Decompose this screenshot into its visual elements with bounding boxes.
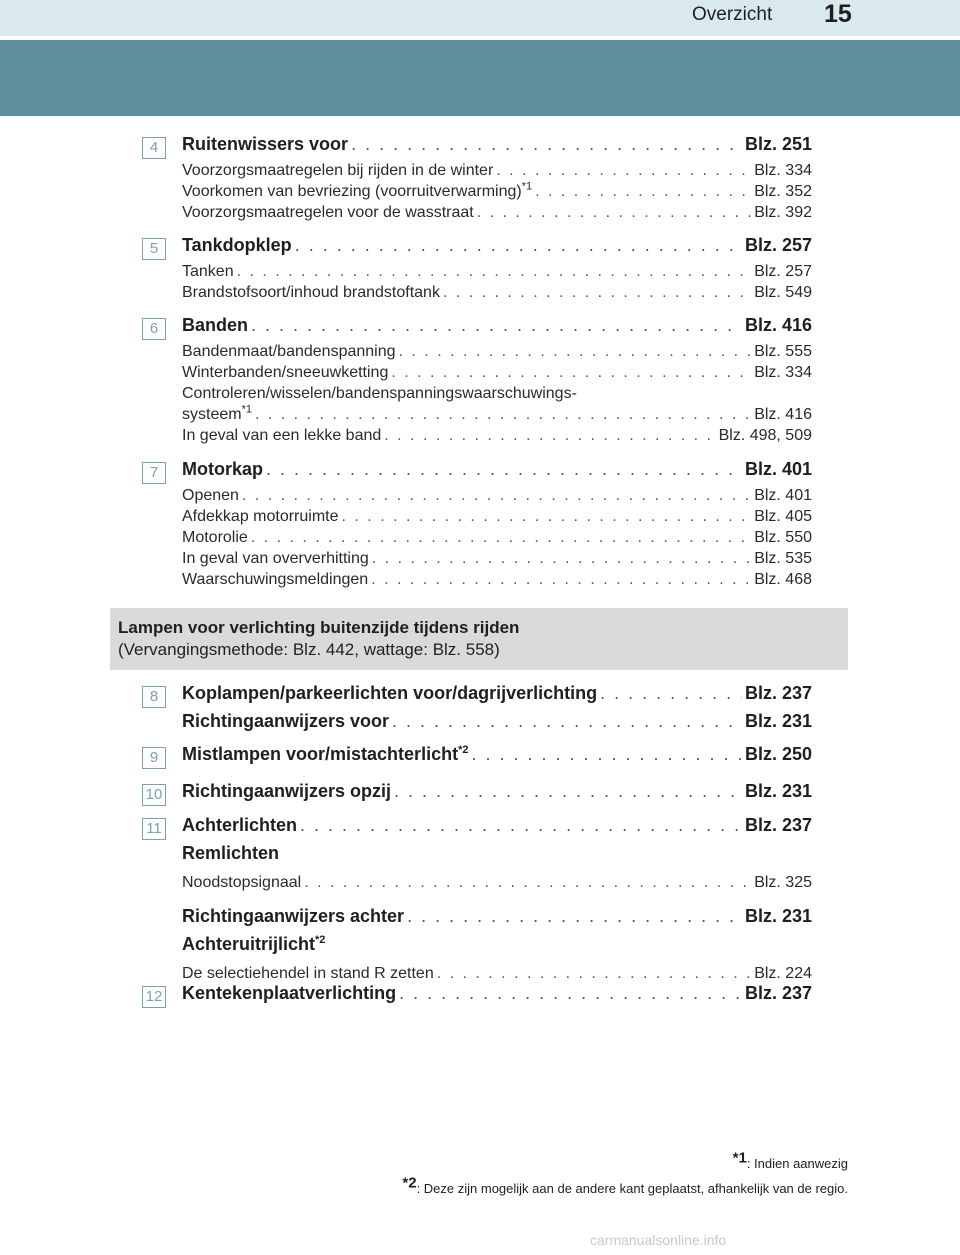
toc-entry-main[interactable] <box>182 315 812 343</box>
entry-page: Blz. 325 <box>754 874 812 891</box>
dot-leader <box>392 711 742 732</box>
dot-leader <box>477 204 751 222</box>
callout-number: 6 <box>142 318 166 340</box>
toc-entry-sub[interactable] <box>182 427 812 448</box>
toc-entry-sub[interactable] <box>182 263 812 284</box>
entry-page: Blz. 250 <box>744 744 812 764</box>
watermark: carmanualsonline.info <box>590 1232 727 1248</box>
callout-number: 10 <box>142 784 166 806</box>
callout-number: 9 <box>142 747 166 769</box>
dot-leader <box>399 983 742 1004</box>
entry-page: Blz. 535 <box>754 550 812 567</box>
entry-page: Blz. 549 <box>754 284 812 301</box>
toc-entry-sub[interactable] <box>182 874 812 900</box>
entry-page: Blz. 224 <box>754 965 812 982</box>
dot-leader <box>242 487 751 505</box>
footnote-text: : Indien aanwezig <box>746 1156 848 1171</box>
entry-label: Achterlichten <box>182 815 298 835</box>
entry-label: Voorzorgsmaatregelen voor de wasstraat <box>182 204 474 221</box>
toc-entry-main[interactable] <box>182 459 812 487</box>
entry-label: Noodstopsignaal <box>182 874 302 891</box>
entry-page: Blz. 401 <box>754 487 812 504</box>
page-number: 15 <box>824 0 852 28</box>
toc-entry-main[interactable] <box>182 711 812 739</box>
entry-label: Ruitenwissers voor <box>182 134 349 154</box>
dot-leader <box>295 235 742 256</box>
dot-leader <box>471 744 741 765</box>
entry-label: Kentekenplaatverlichting <box>182 983 397 1003</box>
toc-entry-sub[interactable] <box>182 487 812 508</box>
section-7 <box>142 459 812 592</box>
footnote-marker: *1 <box>521 180 533 193</box>
dot-leader <box>394 781 742 802</box>
toc-entry-heading: Remlichten <box>182 843 280 863</box>
dot-leader <box>496 162 751 180</box>
entry-page: Blz. 237 <box>744 683 812 703</box>
entry-page: Blz. 416 <box>744 315 812 335</box>
toc-entry-main[interactable] <box>182 815 812 843</box>
entry-page: Blz. 550 <box>754 529 812 546</box>
entry-page: Blz. 416 <box>754 406 812 423</box>
dot-leader <box>371 571 751 589</box>
entry-label: Bandenmaat/bandenspanning <box>182 343 396 360</box>
entry-page: Blz. 231 <box>744 781 812 801</box>
toc-entry-sub[interactable] <box>182 284 812 305</box>
toc-entry-sub[interactable] <box>182 508 812 529</box>
toc-entry-main[interactable] <box>182 683 812 711</box>
dot-leader <box>384 427 715 445</box>
entry-page: Blz. 401 <box>744 459 812 479</box>
entry-label: systeem <box>182 406 242 423</box>
dot-leader <box>399 343 752 361</box>
entry-label: Openen <box>182 487 239 504</box>
entry-label: Voorkomen van bevriezing (voorruitverwarming) <box>182 183 522 200</box>
entry-page: Blz. 392 <box>754 204 812 221</box>
dot-leader <box>407 906 742 927</box>
section-12 <box>142 983 812 1011</box>
callout-number: 7 <box>142 462 166 484</box>
section-4 <box>142 134 812 225</box>
lamps-subtitle: (Vervangingsmethode: Blz. 442, wattage: Blz. 558) <box>118 640 500 659</box>
entry-label: In geval van oververhitting <box>182 550 369 567</box>
toc-entry-sub[interactable] <box>182 571 812 592</box>
section-8 <box>142 683 812 739</box>
dot-leader <box>304 874 751 892</box>
entry-page: Blz. 334 <box>754 364 812 381</box>
entry-page: Blz. 468 <box>754 571 812 588</box>
entry-page: Blz. 352 <box>754 183 812 200</box>
footnote-2 <box>402 1174 848 1196</box>
footnote-marker: *1 <box>241 403 252 416</box>
dot-leader <box>443 284 751 302</box>
page-header-title: Overzicht <box>692 4 773 25</box>
callout-number: 4 <box>142 137 166 159</box>
entry-label: Winterbanden/sneeuwketting <box>182 364 389 381</box>
toc-entry-sub[interactable] <box>182 364 812 385</box>
toc-entry-sub[interactable] <box>182 529 812 550</box>
entry-label: Mistlampen voor/mistachterlicht <box>182 744 459 764</box>
entry-page: Blz. 405 <box>754 508 812 525</box>
entry-label: Banden <box>182 315 249 335</box>
entry-label: Richtingaanwijzers voor <box>182 711 390 731</box>
entry-label: Achteruitrijlicht <box>182 934 316 954</box>
entry-page: Blz. 231 <box>744 906 812 926</box>
section-10 <box>142 781 812 809</box>
entry-page: Blz. 498, 509 <box>718 427 812 444</box>
toc-entry-main[interactable] <box>182 781 812 809</box>
entry-label: In geval van een lekke band <box>182 427 382 444</box>
entry-page: Blz. 251 <box>744 134 812 154</box>
toc-entry-sub[interactable] <box>182 403 812 427</box>
header-separator <box>0 36 960 40</box>
footnote-mark: *2 <box>402 1174 417 1192</box>
toc-entry-main[interactable] <box>182 744 812 772</box>
toc-entry-heading <box>182 934 812 962</box>
dot-leader <box>437 965 751 983</box>
dot-leader <box>300 815 742 836</box>
callout-number: 5 <box>142 238 166 260</box>
entry-page: Blz. 555 <box>754 343 812 360</box>
entry-label: Tankdopklep <box>182 235 292 255</box>
entry-label: Richtingaanwijzers opzij <box>182 781 392 801</box>
callout-number: 8 <box>142 686 166 708</box>
toc-entry-sub[interactable] <box>182 204 812 225</box>
toc-entry-main[interactable] <box>182 235 812 263</box>
header-band-light <box>0 0 960 36</box>
dot-leader <box>351 134 742 155</box>
entry-page: Blz. 237 <box>744 983 812 1003</box>
footnote-text: : Deze zijn mogelijk aan de andere kant geplaatst, afhankelijk van de regio. <box>416 1181 848 1196</box>
dot-leader <box>535 183 751 201</box>
toc-entry-main[interactable] <box>182 134 812 162</box>
entry-page: Blz. 237 <box>744 815 812 835</box>
dot-leader <box>391 364 751 382</box>
entry-label: De selectiehendel in stand R zetten <box>182 965 434 982</box>
entry-page: Blz. 257 <box>744 235 812 255</box>
dot-leader <box>251 315 742 336</box>
toc-entry-sub-wrapped: Controleren/wisselen/bandenspanningswaarschuwings- <box>182 385 577 402</box>
dot-leader <box>251 529 751 547</box>
dot-leader <box>342 508 752 526</box>
dot-leader <box>255 406 751 424</box>
callout-number: 12 <box>142 986 166 1008</box>
footnote-mark: *1 <box>732 1149 747 1167</box>
toc-entry-main[interactable] <box>182 983 812 1011</box>
toc-entry-sub[interactable] <box>182 162 812 183</box>
header-band <box>0 36 960 116</box>
lamps-section-header <box>110 608 848 670</box>
dot-leader <box>600 683 742 704</box>
toc-entry-sub[interactable] <box>182 550 812 571</box>
entry-label: Voorzorgsmaatregelen bij rijden in de winter <box>182 162 494 179</box>
entry-label: Afdekkap motorruimte <box>182 508 339 525</box>
toc-entry-sub[interactable] <box>182 180 812 204</box>
entry-label: Richtingaanwijzers achter <box>182 906 405 926</box>
dot-leader <box>237 263 752 281</box>
entry-label: Koplampen/parkeerlichten voor/dagrijverlichting <box>182 683 598 703</box>
section-5 <box>142 235 812 305</box>
entry-page: Blz. 257 <box>754 263 812 280</box>
lamps-title: Lampen voor verlichting buitenzijde tijdens rijden <box>118 618 520 637</box>
dot-leader <box>266 459 742 480</box>
entry-label: Brandstofsoort/inhoud brandstoftank <box>182 284 440 301</box>
section-11 <box>142 815 812 986</box>
toc-entry-main[interactable] <box>182 906 812 934</box>
entry-label: Waarschuwingsmeldingen <box>182 571 369 588</box>
dot-leader <box>372 550 751 568</box>
footnote-marker: *2 <box>458 744 469 756</box>
footnote-marker: *2 <box>315 934 326 946</box>
entry-label: Motorolie <box>182 529 248 546</box>
entry-page: Blz. 231 <box>744 711 812 731</box>
callout-number: 11 <box>142 818 166 840</box>
footnote-1 <box>732 1149 848 1171</box>
section-9 <box>142 744 812 772</box>
entry-label: Tanken <box>182 263 234 280</box>
entry-label: Motorkap <box>182 459 263 479</box>
entry-page: Blz. 334 <box>754 162 812 179</box>
section-6 <box>142 315 812 448</box>
toc-entry-sub[interactable] <box>182 343 812 364</box>
